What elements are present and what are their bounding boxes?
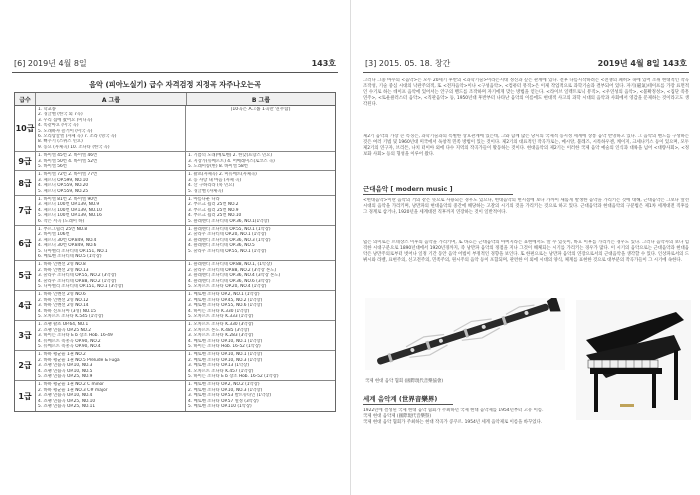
grand-piano-photo (576, 300, 691, 420)
piece-item: 3. 베토벤 소나타 OP.53 발트슈타인 (1악장) (188, 393, 272, 399)
piece-item: 5. 모차르트 소나타 K.333 (1악장) (188, 313, 254, 319)
grade-row (15, 321, 335, 351)
right-header-founded: [3] 2015. 05. 18. 창간 (365, 59, 451, 68)
piece-item: 1. 클레멘티 소나티네 OP.55, NO.1 (1악장) (188, 226, 271, 232)
piece-item: 1. 바하 평균율 1권 NO.2 (38, 352, 86, 358)
group-b-cell (186, 351, 335, 380)
right-header-rule (363, 72, 689, 73)
piece-item: 5. 하이든 소나타 Hob. 16-52 (1악장) (188, 343, 261, 349)
piece-item: 3. 베토벤 소나타 OP.13 (1악장) (188, 363, 249, 369)
piece-item: 5. 체르니 OP.559, NO.25 (38, 188, 89, 194)
piece-item: 2. 징글벨 (한국 외 7곡) (38, 112, 83, 118)
piece-item: 5. 베토벤 소나타 OP.110 (1악장) (188, 403, 252, 409)
piece-item: 4. 체르니 OP.559, NO.20 (38, 183, 89, 189)
paragraph-2: 제2기 음악의 가장 큰 특징은, 과학기술과의 특별한 상호관계에 있는데, 그와 함께 많은 당시의 국제적 동시성 세계에 상통 음악 반영하고 있다. 그 음악의 밴드를 구성하는 것은 여러 기법 및 1960년대 미국에서 독창적 민족 방법이 있는 것이다. 제2기의 대표적인 작곡가로는, 메시앙, 불레즈, 시톡하우젠, 케이지, 크세나키스 등이 있으며, 모두 제2기의 연구자, 브리튼, 나치 터이아 외에 다수 지역의 작곡가들이 활동하는 것이다. 현대음악의 제2기는 이러한 국제 음악 예술의 인식과 대륙을 넘어 <대량사회>, <정보화 사회> 등의 형성을 이루어 왔다. (363, 134, 689, 158)
piece-item: 1. 바하 인벤션 2성 NO.6 (38, 292, 86, 298)
piece-item: 1. 바하 평균율 1권 NO.2 C minor (38, 382, 104, 388)
group-a-cell (36, 351, 186, 380)
group-a-cell (36, 291, 186, 320)
grade-row (15, 351, 335, 381)
grade-row (15, 226, 335, 261)
piece-item: 3. 바이엘 50번 4. 바이엘 52번 (38, 158, 98, 164)
section-modern-music-heading: 근대음악 [ modern music ] (363, 185, 453, 193)
piece-item: 5. 디아벨리 소나티네 OP.151, NO.1 (3악장) (38, 283, 124, 289)
group-a-cell (36, 106, 186, 151)
piece-item: 8. 뻐꾸기 (스위스 민요) (38, 139, 83, 145)
piece-item: 1. 부르그뮐러 25번 NO.8 (38, 226, 88, 232)
piece-item: 6. 작은 서곡 (도레미 하) (38, 218, 85, 224)
group-a-cell (36, 152, 186, 170)
grade-label: 6급 (15, 226, 36, 260)
grade-row (15, 196, 335, 226)
group-b-cell (186, 261, 335, 290)
piece-item: 2. 바하 평균율 1권 NO.5 Prelude & Fuga (38, 357, 120, 363)
piece-item: 4. 체르니 30번 OP.849, NO.6 (38, 243, 97, 249)
piece-item: 4. 슈베르트 즉흥곡 OP.90, NO.2 (38, 338, 101, 344)
piece-item: 5. 징글벨 (자체곡) (188, 188, 224, 194)
piece-item: 5. 디아벨리 소나티네 OP.151, NO.1 (38, 248, 108, 254)
table-body (15, 106, 335, 411)
piece-item: 2. 바하 인벤션 2성 NO.12 (38, 297, 89, 303)
table-header (15, 93, 335, 106)
group-b-cell (186, 226, 335, 260)
piece-item: 1. 클레멘티 소나티네 OP.88, NO.1, (1악장) (188, 262, 272, 268)
piece-item: 2. 부르크 뮐러 25번 NO.2 (188, 202, 239, 208)
piece-item: 1. 모차르트 소나타 K.330 (3악장) (188, 322, 254, 328)
grade-row (15, 152, 335, 171)
piece-item: 1. 학교종 (38, 107, 56, 112)
piece-item: 4. 산 구하리라 (북 민요) (188, 183, 235, 189)
piece-item: 2. 바하 인벤션 2성 NO.13 (38, 267, 89, 273)
right-page (350, 0, 700, 495)
right-page-header (351, 58, 700, 72)
document-title: 음악 (피아노실기) 급수 자격검정 지정곡 자주나오는곡 (89, 80, 261, 89)
piece-item: 4. 부르크 뮐러 25번 NO.10 (188, 213, 242, 219)
oboe-photo (365, 298, 565, 370)
grade-row (15, 171, 335, 196)
piece-item: 4. 모차르트 소나타 K.457 (1악장) (188, 368, 254, 374)
piece-item: 4. 베토벤 소나타 OP.57 열정 (3악장) (188, 398, 259, 404)
section-modern-music-rule (363, 194, 513, 195)
piece-item: 3. 쿨라우 소나티네 OP.55, NO.2 (3악장) (38, 273, 117, 279)
piece-item: 5. 클레멘티 소나티네 OP.36, NO.1(1악장) (188, 218, 270, 224)
piece-item: 5. 하이든 소나타 E b 장조 Hob. 16-52 (1악장) (188, 373, 279, 379)
section-world-music-body: 1922년에 결성된 국제 현대 음악 협회가 주최하던 국제 현대 음악제를 1954년부터 고유 이름. 국제 현대 음악제 (國際現代音樂祭) 국제 현대 음악 협회가 주최하는 현대 작곡가 콩쿠르. 1954년 세계 음악제로 이름을 바꾸었다. (363, 408, 544, 426)
piece-item: 1. 기쁨의 노래(베토벤) 2. 한낮(프랑스 민요) (188, 153, 272, 159)
paragraph-4: 넓은 의미로는 르네상스 이후의 음악을 가리키며, 또 바흐는 근대음악의 아버지라는 표현에서도 알 수 있듯이, 바흐 이후를 가리키는 경우도 있다. 그러나 음악사의 보다 엄격한 시대구분으로 1890년대에서 1920년경까지, 즉 낭만파 음악의 정점을 지나 그것이 해체되는 시기를 가리키는 경우가 많다. 이 시기의 음악으로는 근대음악과 현대음악은 낭만주의로부터 벗어나 일정 기간 동안 음악 어법이 부정적인 경향을 보인다. 또 한편으로는 낭만파 음악의 연장으로서의 근대음악을 생각할 수 있다. 인상파로서의 드뷔시와 라벨, 표현주의, 신고전주의, 민족주의, 원시주의 음악 등이 포함되며, 관련한 이 외에 시대의 양식, 체계를 표현한 것으로 대부분의 작곡가들이 그 시기에 속한다. (363, 240, 689, 264)
group-b-cell (186, 381, 335, 411)
grade-row (15, 381, 335, 411)
grade-row (15, 106, 335, 152)
grade-row (15, 291, 335, 321)
grade-label: 7급 (15, 196, 36, 225)
group-b-cell (186, 196, 335, 225)
grade-row (15, 261, 335, 291)
grade-label: 1급 (15, 381, 36, 411)
piece-item: 3. 모차르트 소나타 K.283 (3악장) (188, 333, 254, 339)
piece-item: 2. 쿨라우 소나티네 OP.88, NO.2 (3악장 론도) (188, 267, 277, 273)
piece-item: 2. 바하 평균율 1권 NO.3 C# major (38, 387, 108, 393)
piece-item: 2. 베토벤 소나타 OP.10, NO.3 (1악장) (188, 357, 263, 363)
piece-item: 3. 쇼팽 연습곡 OP.10, NO.4 (38, 393, 93, 399)
piece-item: 3. 바하 인벤션 2성 NO.14 (38, 303, 89, 309)
left-header-issue: 143호 (311, 59, 336, 68)
left-header-date: [6] 2019년 4월 8일 (14, 59, 87, 68)
group-a-cell (36, 321, 186, 350)
group-a-cell (36, 196, 186, 225)
piece-item: 1. 바이엘 72번 2. 바이엘 77번 (38, 172, 98, 178)
group-b-cell (186, 321, 335, 350)
piece-item: 1. 바하 인벤션 2성 NO.8 (38, 262, 86, 268)
piece-item: 1. 아름다운 나라 (188, 196, 220, 202)
piece-item: 2. 베토벤 소나타 OP.10, NO.3 (1악장) (188, 387, 263, 393)
piece-item: 4. 쇼팽 연습곡 OP.10, NO.5 (38, 368, 93, 374)
section-world-music-rule (363, 404, 453, 405)
grade-label: 4급 (15, 291, 36, 320)
piece-item: 5. 체르니 100번 OP.139, NO.16 (38, 213, 102, 219)
right-header-date-issue: 2019년 4월 8일 143호 (597, 59, 687, 68)
header-group-a: A 그룹 (36, 93, 187, 105)
group-b-cell (186, 106, 335, 151)
group-a-cell (36, 171, 186, 195)
grade-label: 10급 (15, 106, 36, 151)
section-modern-music-body: <현대음악>이란 음악의 거의 같은 뜻으로 사용되는 경우도 있으나, 현대음악의 현시점에 보다 가까이 새롭게 발생한 음악을 가리키는 것에 대해, 근대음악은 그보다 앞선 시대의 음악을 가리키며, 낭만파의 현대음악의 중간에 해당하는 고찰의 시기의 것을 가리키는 것으로 하고 있다. 근대음악과 현대음악의 구분법은 제1차 세계대전 직후를 그 경계로 삼거나, 1920년을 세계대전 직후까지 연장하는 것이 일반적이다. (363, 198, 689, 216)
piece-item: 5. 노래하자 즐거이 (미국 곡) (38, 128, 93, 134)
piece-item: 3. 부르크 뮐러 25번 NO.9 (188, 207, 239, 213)
piece-item: 5. 쇼팽 연습곡 OP.25, NO.11 (38, 403, 96, 409)
piece-item: 3. 지장가(슈베르트) 4. 어메레미스(로코스 곡) (188, 158, 275, 164)
piece-item: 4. 쇼팽 연습곡 OP.25, NO.10 (38, 398, 96, 404)
piece-item: 3. 클레멘티 소나티네 OP.36, NO.4 (3악장 론도) (188, 273, 281, 279)
left-header-rule (12, 72, 338, 73)
piece-item: 5. 바이엘 56번 (38, 164, 67, 169)
piece-item: 5. 쿨라우 소나티네 OP.55, NO.1 (1악장) (188, 248, 267, 254)
piece-item: 4. 바하 신포니아 (3성) NO.15 (38, 308, 96, 314)
group-a-cell (36, 261, 186, 290)
piece-item: 6. 베토벤 소나티네 NO.5 (1악장) (38, 254, 102, 259)
piece-item: 2. 베토벤 소나타 OP.45, NO.2 (1악장) (188, 297, 263, 303)
piece-item: 2. 바이엘 106번 (38, 232, 70, 238)
piece-item: 1. 바이엘 81번 2. 바이엘 90번 (38, 196, 98, 202)
piece-item: 9. 동요 (자체곡) 10. 소나타 (한국 곡) (38, 144, 110, 150)
grade-label: 3급 (15, 321, 36, 350)
group-b-cell (186, 171, 335, 195)
left-page-header (0, 58, 350, 72)
piece-item: [10곡은 A그룹 1곡만 연주함] (230, 107, 291, 112)
piece-item: 1. 베토벤 소나타 OP.2, NO.2 (1악장) (188, 382, 260, 388)
piece-item: 5. 도레미송(한) 8. 바이엘 58번 (188, 164, 248, 169)
group-b-cell (186, 291, 335, 320)
piece-item: 1. 왈츠(자체곡) 2. 미뉴에트(자체곡) (188, 172, 257, 178)
piece-item: 6. 오리랑꿀벌 (자체 곡) 7. 소라 (영국 곡) (38, 134, 117, 140)
piece-item: 5. 모차르트 소나타 K.545 (1악장) (38, 313, 104, 319)
grade-label: 9급 (15, 152, 36, 170)
piece-item: 3. 베토벤 소나타 OP.55, NO.6 (1악장) (188, 303, 263, 309)
piece-item: 3. 클레멘티 소나티네 OP.36, NO.3 (1악장) (188, 237, 271, 243)
piece-item: 3. 체르니 OP.599, NO.10 (38, 177, 89, 183)
intro-paragraph: 그러나 그중 마수의 <음악>은 모두 20세기 후반의 <과학기술>이라는시대 정신과 깊은 관계에 있다. 전후 다름시작하려는 <전쟁의 폐허> 속에 있어 소위 현대적인 작곡 조작성, 기술 중심 시대의 낙관주의적, 또 <전자음악>이나 <구성음악>, <컴퓨터 뮤직>은 이제 작업적으로 과학기술과 결부되어 있다. 자기(磁氣)테이프를 가장 표면적인 수기로 하는 데이프 음악에 있어서는 안구의 밴드를 조작하며 자기에게 맞는 방법을 얻는다. <라이브 일렉트로닉 뮤직>, <우연성의 음악>, <불확정성>, <집단 즉흥연주>, <토운클러스터 음악>, <직관음악> 등, 1950년대 후반부터 나타난 음악의 이름에도 현대적 사고의 과학 시대의 음악과 사회에서 영감을 문제하는 것이라고도 생각된다. (363, 78, 689, 108)
piece-item: 2. 쇼팽 연습곡 OP.25 NO.2 (38, 327, 91, 333)
header-grade: 급수 (15, 93, 36, 105)
piece-item: 5. 쇼팽 연습곡 OP.25, NO.9 (38, 373, 93, 379)
piece-item: 4. 베토벤 소나타 OP.10, NO.1 (1악장) (188, 338, 263, 344)
piece-item: 2. 쿨라우 소나티네 OP.20, NO.1 (1악장) (188, 232, 267, 238)
piece-item: 3. 동 사랑 내 마음 (자체 곡) (188, 177, 242, 183)
piece-item: 1. 베토벤 소나타 OP.2, NO.1 (1악장) (188, 292, 260, 298)
piece-item: 1. 바이엘 45번 2. 바이엘 46번 (38, 153, 98, 159)
piece-item: 4. 클레멘티 소나티네 OP.36, NO.6 (3악장) (188, 278, 271, 284)
piece-item: 4. 쿨라우 소나티네 OP.88, NO.2 (1악장) (38, 278, 117, 284)
piece-item: 4. 똑같아요 (미국 곡) (38, 123, 79, 129)
piece-item: 1. 쇼팽 왈츠 OP.64, NO.1 (38, 322, 89, 328)
piece-item: 4. 체르니 100번 OP.139, NO.10 (38, 207, 102, 213)
group-a-cell (36, 381, 186, 411)
section-world-music-heading: 세계 음악계 (世界音樂界) (363, 395, 438, 403)
group-b-cell (186, 152, 335, 170)
piece-item: 3. 쇼팽 연습곡 OP.10, NO.3 (38, 363, 93, 369)
piece-item: 2. 모차르트 론도 K.485 (3악장) (188, 327, 250, 333)
grade-label: 2급 (15, 351, 36, 380)
grade-label: 5급 (15, 261, 36, 290)
piece-item: 4. 클레멘티 소나티네 OP.36, NO.5 (188, 243, 255, 249)
piece-item: 5. 슈베르트 즉흥곡 OP.90, NO.4 (38, 343, 101, 349)
piece-item: 5. 모차르트 소나타 OP.20, NO.4 (1악장) (188, 283, 267, 289)
piece-item: 3. 체르니 100번 OP.139, NO.9 (38, 202, 100, 208)
header-group-b: B 그룹 (251, 96, 271, 104)
piece-item: 3. 하이든 소나타 E b 장조 Hob. 16-49 (38, 333, 113, 339)
grade-label: 8급 (15, 171, 36, 195)
piece-item: 3. 우리 집에 왔어요 (미니곡) (38, 117, 93, 123)
group-a-cell (36, 226, 186, 260)
piece-item: 4. 하이든 소나타 K.330 (1악장) (188, 308, 250, 314)
piece-item: 1. 베토벤 소나타 OP.10, NO.1 (1악장) (188, 352, 263, 358)
piece-item: 3. 체르니 30번 OP.849, NO.4 (38, 237, 97, 243)
grade-table (14, 92, 336, 412)
photo-caption: 국제 현대 음악 협회 (國際現代音樂協會) (365, 379, 444, 384)
